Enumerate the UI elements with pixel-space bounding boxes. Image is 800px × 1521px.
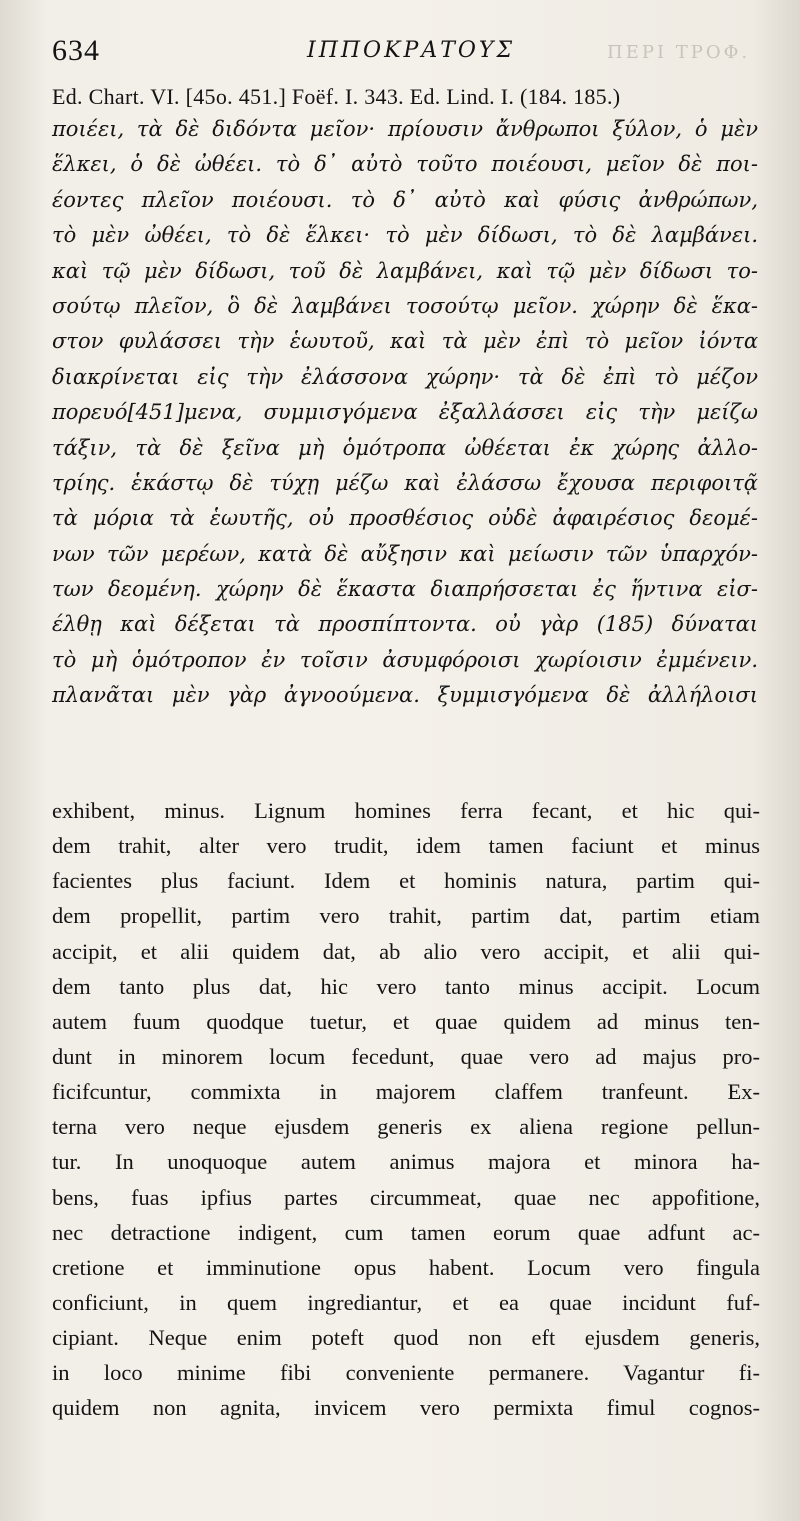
- edition-references: Ed. Chart. VI. [45o. 451.] Foëf. I. 343. Ed. Lind. I. (184. 185.): [52, 84, 621, 109]
- latin-line: cretione et imminutione opus habent. Locum vero fingula: [52, 1254, 760, 1280]
- latin-line: facientes plus faciunt. Idem et hominis natura, partim qui-: [52, 868, 760, 894]
- greek-line: τὸ μὲν ὠθέει, τὸ δὲ ἕλκει· τὸ μὲν δίδωσι, τὸ δὲ λαμβάνει.: [52, 223, 758, 248]
- greek-line: έοντες πλεῖον ποιέουσι. τὸ δ᾽ αὐτὸ καὶ φύσις ἀνθρώπων,: [52, 187, 758, 212]
- latin-line: dunt in minorem locum fecedunt, quae vero ad majus pro-: [52, 1043, 760, 1069]
- greek-line: νων τῶν μερέων, κατὰ δὲ αὔξησιν καὶ μείωσιν τῶν ὑπαρχόν-: [52, 541, 758, 566]
- latin-line: dem tanto plus dat, hic vero tanto minus accipit. Locum: [52, 973, 760, 999]
- latin-line: ficifcuntur, commixta in majorem claffem tranfeunt. Ex-: [52, 1079, 760, 1105]
- greek-line: τάξιν, τὰ δὲ ξεῖνα μὴ ὁμότροπα ὠθέεται ἐκ χώρης ἀλλο-: [52, 435, 758, 460]
- section-gap: [52, 745, 752, 746]
- greek-line: ἕλκει, ὁ δὲ ὠθέει. τὸ δ᾽ αὐτὸ τοῦτο ποιέουσι, μεῖον δὲ ποι-: [52, 152, 758, 177]
- greek-line: διακρίνεται εἰς τὴν ἐλάσσονα χώρην· τὰ δὲ ἐπὶ τὸ μέζον: [52, 364, 758, 389]
- show-through-heading: ΠΕΡΙ ΤΡΟΦ.: [607, 42, 751, 63]
- greek-line: πορευό[451]μενα, συμμισγόμενα ἐξαλλάσσει εἰς τὴν μείζω: [52, 400, 758, 425]
- latin-line: cipiant. Neque enim poteft quod non eft ejusdem generis,: [52, 1325, 760, 1351]
- greek-line: έλθῃ καὶ δέξεται τὰ προσπίπτοντα. οὐ γὰρ (185) δύναται: [52, 612, 758, 637]
- latin-text-block: [52, 793, 760, 1426]
- greek-line: σούτῳ πλεῖον, ὃ δὲ λαμβάνει τοσούτῳ μεῖον. χώρην δὲ ἕκα-: [52, 293, 758, 318]
- greek-line: των δεομένη. χώρην δὲ ἕκαστα διαπρήσσεται ἐς ἥντινα εἰσ-: [52, 577, 758, 602]
- latin-line: tur. In unoquoque autem animus majora et minora ha-: [52, 1149, 760, 1175]
- latin-line: terna vero neque ejusdem generis ex aliena regione pellun-: [52, 1114, 760, 1140]
- greek-line: ποιέει, τὰ δὲ διδόντα μεῖον· πρίουσιν ἄνθρωποι ξύλον, ὁ μὲν: [52, 117, 758, 141]
- latin-line: conficiunt, in quem ingrediantur, et ea quae incidunt fuf-: [52, 1289, 760, 1315]
- latin-line: in loco minime fibi conveniente permanere. Vagantur fi-: [52, 1360, 760, 1386]
- page-header: [52, 34, 752, 74]
- page-number: 634: [52, 34, 100, 67]
- latin-line: accipit, et alii quidem dat, ab alio vero accipit, et alii qui-: [52, 938, 760, 964]
- greek-line: στον φυλάσσει τὴν ἑωυτοῦ, καὶ τὰ μὲν ἐπὶ τὸ μεῖον ἰόντα: [52, 329, 758, 354]
- greek-line: καὶ τῷ μὲν δίδωσι, τοῦ δὲ λαμβάνει, καὶ τῷ μὲν δίδωσι το-: [52, 258, 758, 283]
- greek-line: τὸ μὴ ὁμότροπον ἐν τοῖσιν ἀσυμφόροισι χωρίοισιν ἐμμένειν.: [52, 647, 758, 672]
- latin-line: nec detractione indigent, cum tamen eorum quae adfunt ac-: [52, 1219, 760, 1245]
- greek-line: τρίης. ἑκάστῳ δὲ τύχῃ μέζω καὶ ἐλάσσω ἔχουσα περιφοιτᾷ: [52, 470, 758, 495]
- greek-text-block: [52, 112, 758, 714]
- latin-line: dem propellit, partim vero trahit, partim dat, partim etiam: [52, 903, 760, 929]
- latin-line: exhibent, minus. Lignum homines ferra fecant, et hic qui-: [52, 798, 760, 823]
- latin-line: bens, fuas ipfius partes circummeat, quae nec appofitione,: [52, 1184, 760, 1210]
- greek-line: τὰ μόρια τὰ ἑωυτῆς, οὐ προσθέσιος οὐδὲ ἀφαιρέσιος δεομέ-: [52, 506, 758, 531]
- running-head: ΙΠΠΟΚΡΑΤΟΥΣ: [307, 38, 516, 63]
- latin-line: autem fuum quodque tuetur, et quae quidem ad minus ten-: [52, 1008, 760, 1034]
- greek-line: πλανᾶται μὲν γὰρ ἀγνοούμενα. ξυμμισγόμενα δὲ ἀλλήλοισι: [52, 683, 758, 708]
- latin-line: quidem non agnita, invicem vero permixta fimul cognos-: [52, 1395, 760, 1421]
- latin-line: dem trahit, alter vero trudit, idem tamen faciunt et minus: [52, 833, 760, 859]
